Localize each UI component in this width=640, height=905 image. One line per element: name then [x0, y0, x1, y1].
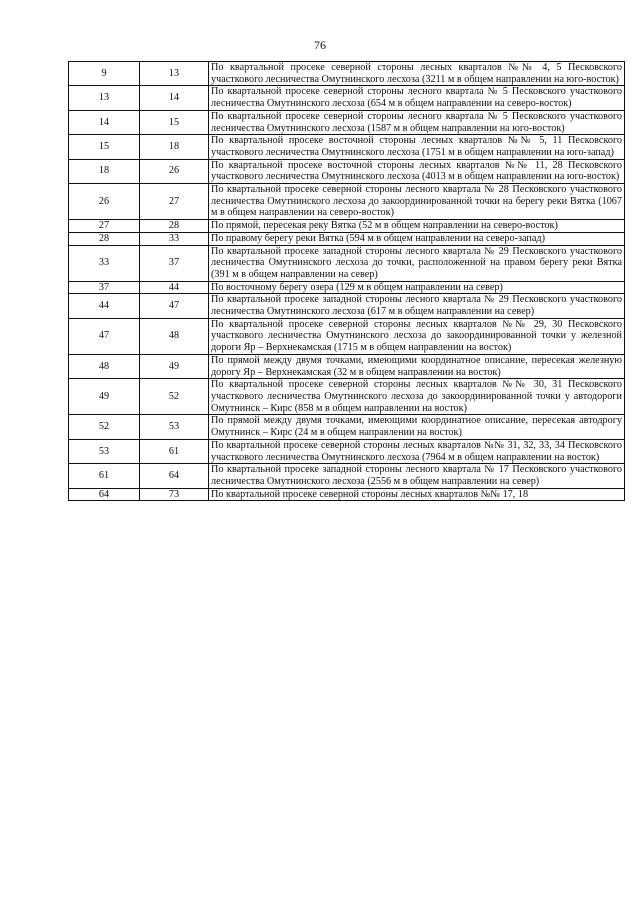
point-to-cell: 33: [140, 232, 209, 245]
description-cell: По квартальной просеке восточной стороны лесных кварталов №№ 5, 11 Песковского участкового лесничества Омутнинского лесхоза (1751 м в общем направлении на юго-запад): [209, 135, 625, 159]
description-cell: По правому берегу реки Вятка (594 м в общем направлении на северо-запад): [209, 232, 625, 245]
table-row: [69, 379, 625, 415]
point-from-cell: 9: [69, 62, 140, 86]
point-from-cell: 26: [69, 184, 140, 220]
description-cell: По квартальной просеке восточной стороны лесных кварталов №№ 11, 28 Песковского участкового лесничества Омутнинского лесхоза (4013 м в общем направлении на юго-восток): [209, 159, 625, 183]
description-cell: По восточному берегу озера (129 м в общем направлении на север): [209, 281, 625, 294]
point-from-cell: 61: [69, 464, 140, 488]
point-to-cell: 44: [140, 281, 209, 294]
table-row: [69, 62, 625, 86]
point-from-cell: 64: [69, 488, 140, 501]
boundary-table: [68, 61, 625, 501]
point-from-cell: 15: [69, 135, 140, 159]
point-to-cell: 73: [140, 488, 209, 501]
table-row: [69, 245, 625, 281]
point-from-cell: 44: [69, 294, 140, 318]
point-from-cell: 48: [69, 354, 140, 378]
point-from-cell: 53: [69, 439, 140, 463]
description-cell: По квартальной просеке западной стороны лесного квартала № 29 Песковского участкового лесничества Омутнинского лесхоза (617 м в общем направлении на север): [209, 294, 625, 318]
table-row: [69, 281, 625, 294]
description-cell: По квартальной просеке западной стороны лесного квартала № 17 Песковского участкового лесничества Омутнинского лесхоза (2556 м в общем направлении на север): [209, 464, 625, 488]
point-from-cell: 28: [69, 232, 140, 245]
table-row: [69, 232, 625, 245]
point-to-cell: 15: [140, 110, 209, 134]
table-row: [69, 294, 625, 318]
description-cell: По квартальной просеке северной стороны лесных кварталов №№ 4, 5 Песковского участкового лесничества Омутнинского лесхоза (3211 м в общем направлении на юго-восток): [209, 62, 625, 86]
point-to-cell: 28: [140, 220, 209, 233]
table-row: [69, 159, 625, 183]
description-cell: По квартальной просеке северной стороны лесных кварталов №№ 29, 30 Песковского участкового лесничества Омутнинского лесхоза до закоординированной точки у железной дороги Яр – Верхнекамская (1715 м в общем направлении на восток): [209, 318, 625, 354]
point-from-cell: 49: [69, 379, 140, 415]
point-from-cell: 27: [69, 220, 140, 233]
point-from-cell: 18: [69, 159, 140, 183]
description-cell: По квартальной просеке северной стороны лесных кварталов №№ 30, 31 Песковского участкового лесничества Омутнинского лесхоза до закоординированной точки у автодороги Омутнинск – Кирс (858 м в общем направлении на восток): [209, 379, 625, 415]
page-number: 76: [314, 38, 326, 52]
point-to-cell: 14: [140, 86, 209, 110]
description-cell: По квартальной просеке северной стороны лесного квартала № 5 Песковского участкового лесничества Омутнинского лесхоза (1587 м в общем направлении на юго-восток): [209, 110, 625, 134]
description-cell: По прямой между двумя точками, имеющими координатное описание, пересекая железную дорогу Яр – Верхнекамская (32 м в общем направлении на восток): [209, 354, 625, 378]
description-cell: По квартальной просеке северной стороны лесных кварталов №№ 17, 18: [209, 488, 625, 501]
table-row: [69, 86, 625, 110]
point-to-cell: 53: [140, 415, 209, 439]
point-to-cell: 61: [140, 439, 209, 463]
point-to-cell: 37: [140, 245, 209, 281]
point-from-cell: 52: [69, 415, 140, 439]
point-to-cell: 49: [140, 354, 209, 378]
table-row: [69, 439, 625, 463]
point-from-cell: 37: [69, 281, 140, 294]
description-cell: По квартальной просеке западной стороны лесного квартала № 29 Песковского участкового лесничества Омутнинского лесхоза до точки, расположенной на правом берегу реки Вятка (391 м в общем направлении на север): [209, 245, 625, 281]
point-to-cell: 18: [140, 135, 209, 159]
point-from-cell: 13: [69, 86, 140, 110]
description-cell: По прямой между двумя точками, имеющими координатное описание, пересекая автодрогу Омутнинск – Кирс (24 м в общем направлении на восток): [209, 415, 625, 439]
description-cell: По прямой, пересекая реку Вятка (52 м в общем направлении на северо-восток): [209, 220, 625, 233]
table-row: [69, 110, 625, 134]
point-to-cell: 13: [140, 62, 209, 86]
point-to-cell: 26: [140, 159, 209, 183]
point-from-cell: 14: [69, 110, 140, 134]
point-to-cell: 27: [140, 184, 209, 220]
point-from-cell: 33: [69, 245, 140, 281]
table-row: [69, 464, 625, 488]
point-to-cell: 52: [140, 379, 209, 415]
table-row: [69, 415, 625, 439]
table-row: [69, 318, 625, 354]
point-to-cell: 48: [140, 318, 209, 354]
table-row: [69, 220, 625, 233]
table-row: [69, 354, 625, 378]
description-cell: По квартальной просеке северной стороны лесных кварталов №№ 31, 32, 33, 34 Песковского участкового лесничества Омутнинского лесхоза (7964 м в общем направлении на восток): [209, 439, 625, 463]
point-to-cell: 47: [140, 294, 209, 318]
table-row: [69, 184, 625, 220]
point-from-cell: 47: [69, 318, 140, 354]
description-cell: По квартальной просеке северной стороны лесного квартала № 5 Песковского участкового лесничества Омутнинского лесхоза (654 м в общем направлении на северо-восток): [209, 86, 625, 110]
table-row: [69, 488, 625, 501]
boundary-table-body: [69, 62, 625, 501]
description-cell: По квартальной просеке северной стороны лесного квартала № 28 Песковского участкового лесничества Омутнинского лесхоза до закоординированной точки на берегу реки Вятка (1067 м в общем направлении на северо-восток): [209, 184, 625, 220]
table-row: [69, 135, 625, 159]
point-to-cell: 64: [140, 464, 209, 488]
